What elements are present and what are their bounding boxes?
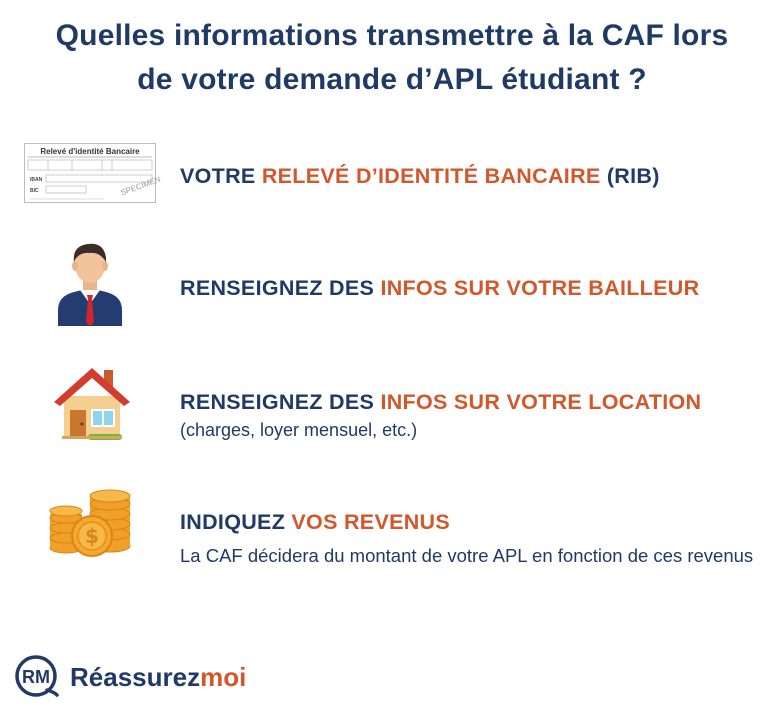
landlord-person-icon xyxy=(56,240,124,331)
title-line-2: de votre demande d’APL étudiant ? xyxy=(137,63,647,96)
brand-logo-initials: RM xyxy=(22,667,50,687)
bailleur-heading xyxy=(180,276,699,301)
svg-text:$: $ xyxy=(85,524,99,548)
rib-iban-label: IBAN xyxy=(30,177,43,183)
brand-name xyxy=(70,662,246,693)
revenus-heading-prefix: INDIQUEZ xyxy=(180,510,292,534)
title-line-1: Quelles informations transmettre à la CAF lors xyxy=(55,19,729,52)
rib-heading-prefix: VOTRE xyxy=(180,164,262,188)
brand-name-main: Réassurez xyxy=(70,662,201,692)
rib-title: Relevé d'identité Bancaire xyxy=(40,147,140,156)
revenus-heading xyxy=(180,510,770,535)
rib-bic-label: BIC xyxy=(30,188,39,194)
location-heading-prefix: RENSEIGNEZ DES xyxy=(180,390,381,414)
brand-name-accent: moi xyxy=(200,662,247,692)
coins-icon xyxy=(48,484,132,565)
rib-specimen-stamp: SPECIMEN xyxy=(119,174,162,198)
location-heading-highlight: INFOS SUR VOTRE LOCATION xyxy=(380,390,702,414)
brand-logo-mark xyxy=(14,654,60,698)
brand-logo xyxy=(14,654,247,698)
bailleur-heading-highlight: INFOS SUR VOTRE BAILLEUR xyxy=(380,276,700,300)
location-heading xyxy=(180,390,701,415)
rib-heading xyxy=(180,164,660,189)
page-title xyxy=(0,14,784,102)
bailleur-heading-prefix: RENSEIGNEZ DES xyxy=(180,276,381,300)
bank-statement-icon xyxy=(24,143,162,208)
revenus-subtext: La CAF décidera du montant de votre APL en fonction de ces revenus xyxy=(180,545,754,566)
location-subtext: (charges, loyer mensuel, etc.) xyxy=(180,420,418,440)
house-icon xyxy=(52,362,132,447)
revenus-heading-highlight: VOS REVENUS xyxy=(291,510,451,534)
rib-heading-suffix: (RIB) xyxy=(600,164,660,188)
rib-heading-highlight: RELEVÉ D’IDENTITÉ BANCAIRE xyxy=(261,164,601,188)
